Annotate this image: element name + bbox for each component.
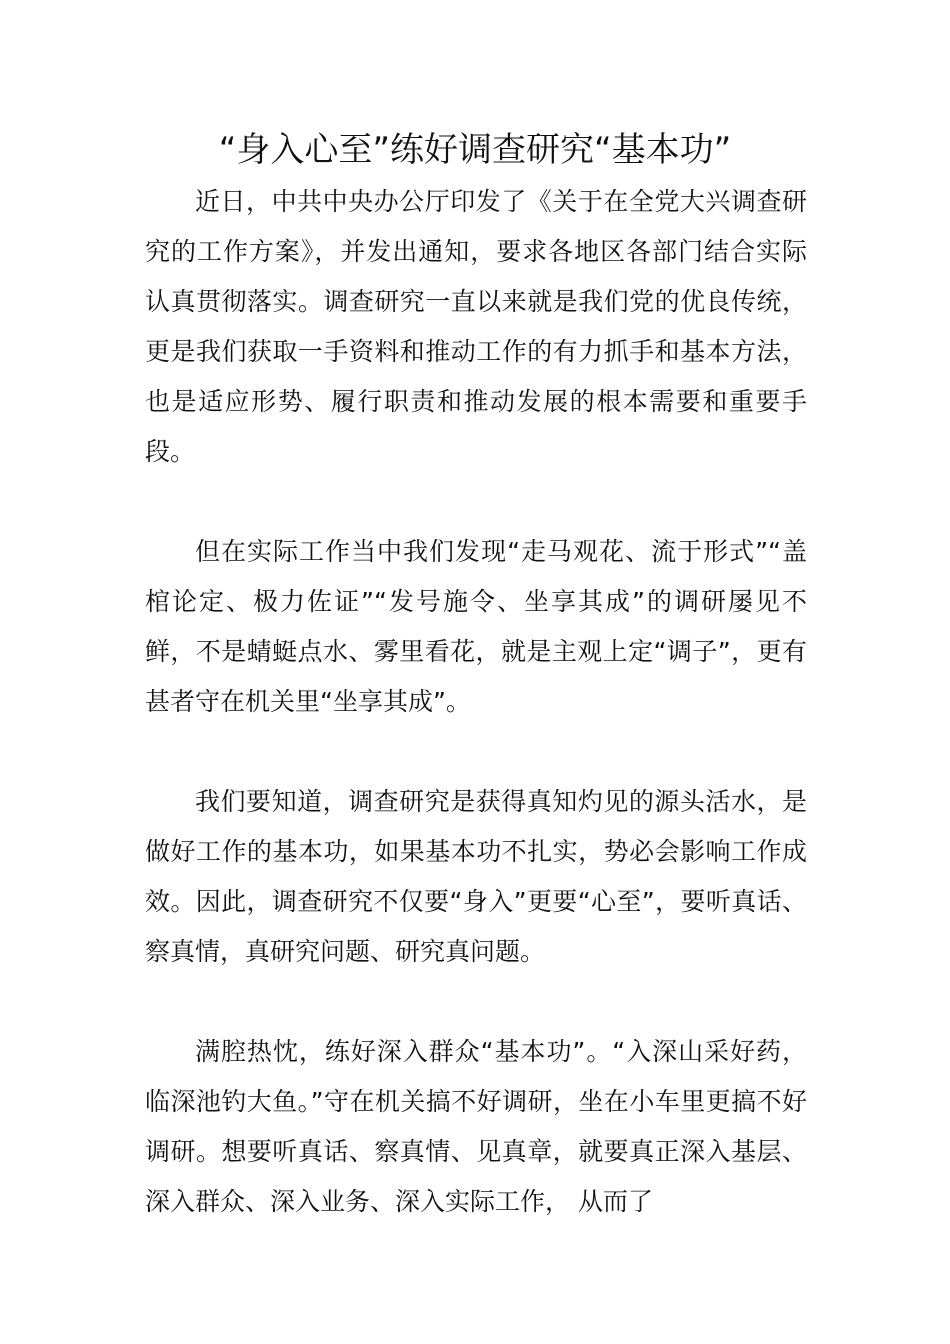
paragraph-3: 我们要知道，调查研究是获得真知灼见的源头活水，是做好工作的基本功，如果基本功不扎实，势必会影响工作成效。因此，调查研究不仅要“身入”更要“心至”，要听真话、察真情，真研究问题、研究真问题。 [145,787,807,966]
paragraph-2: 但在实际工作当中我们发现“走马观花、流于形式”“盖棺论定、极力佐证”“发号施令、坐享其成”的调研屡见不鲜，不是蜻蜓点水、雾里看花，就是主观上定“调子”，更有甚者守在机关里“坐享其成”。 [145,537,807,716]
paragraph-1: 近日，中共中央办公厅印发了《关于在全党大兴调查研究的工作方案》，并发出通知，要求各地区各部门结合实际认真贯彻落实。调查研究一直以来就是我们党的优良传统，更是我们获取一手资料和推动工作的有力抓手和基本方法，也是适应形势、履行职责和推动发展的根本需要和重要手段。 [145,187,807,466]
paragraph-4: 满腔热忱，练好深入群众“基本功”。“入深山采好药，临深池钓大鱼。”守在机关搞不好调研，坐在小车里更搞不好调研。想要听真话、察真情、见真章，就要真正深入基层、深入群众、深入业务、深入实际工作， 从而了 [145,1037,807,1216]
document-body [145,177,807,1227]
document-title: “身入心至”练好调查研究“基本功” [218,130,732,170]
